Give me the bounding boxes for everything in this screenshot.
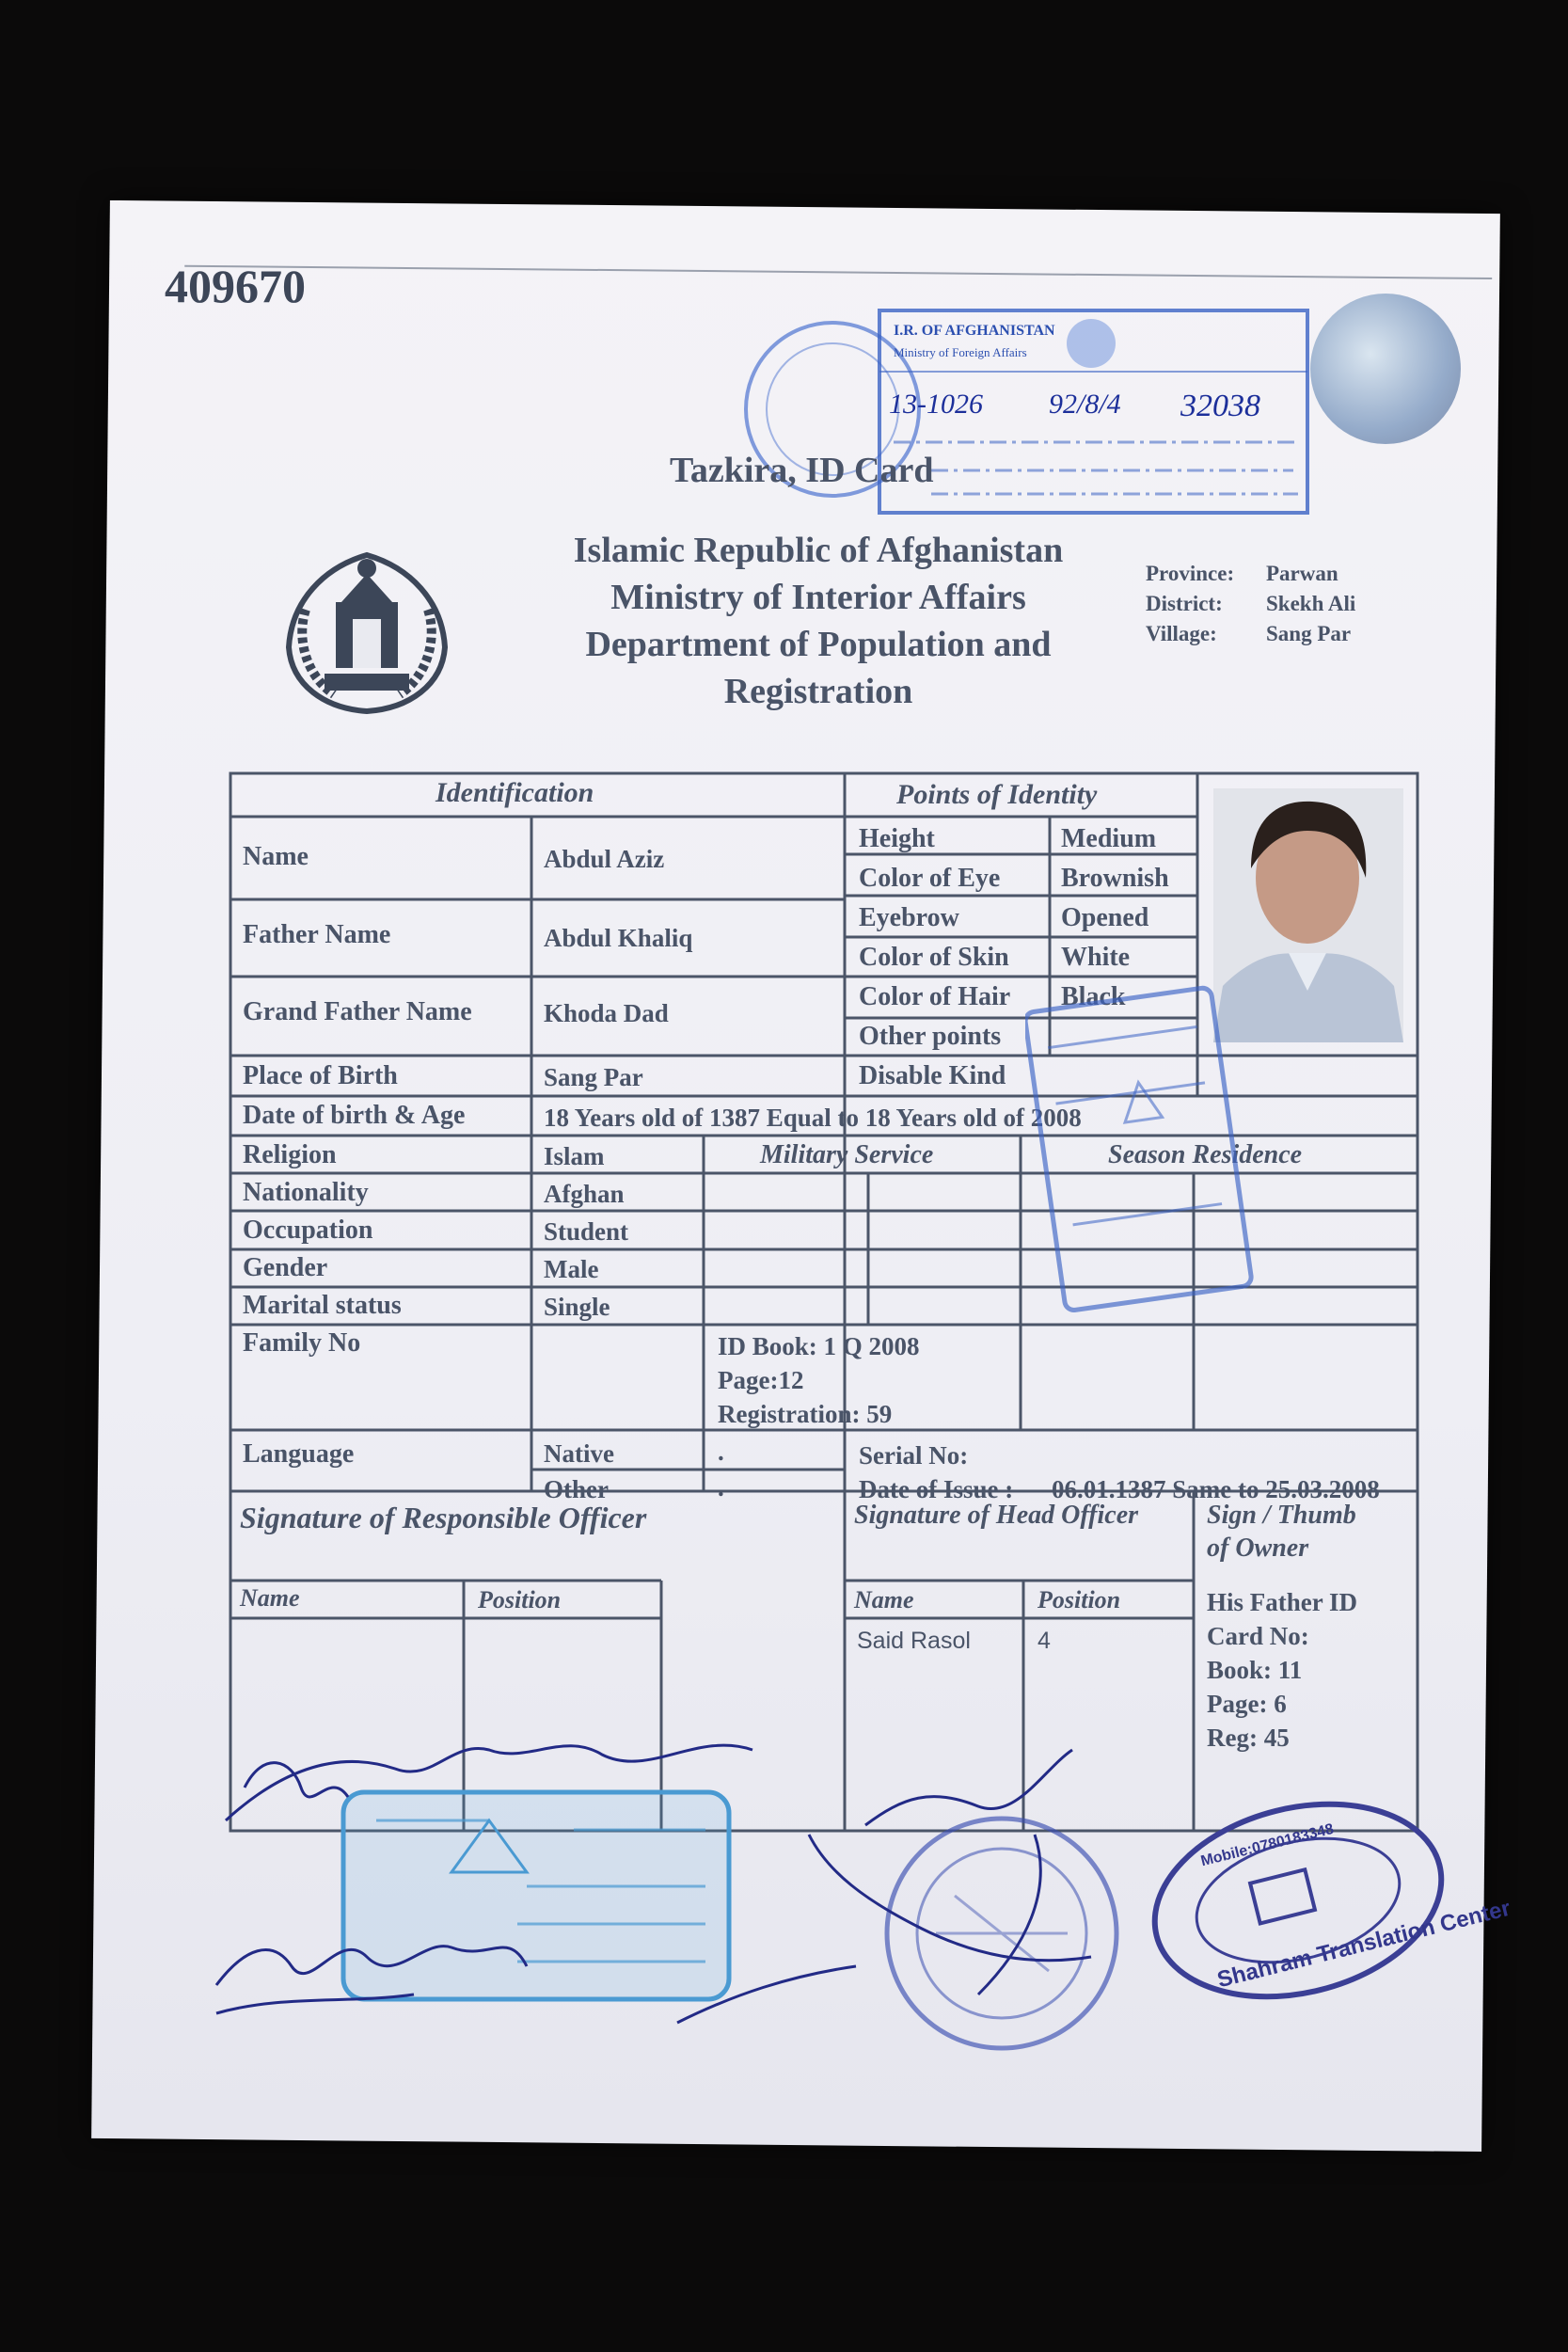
head-officer-position: 4 xyxy=(1037,1628,1051,1654)
officer-name-col: Name xyxy=(240,1584,300,1612)
of-owner-header: of Owner xyxy=(1207,1534,1309,1563)
skin-label: Color of Skin xyxy=(859,943,1009,972)
officer-position-col: Position xyxy=(478,1586,562,1613)
village-value: Sang Par xyxy=(1266,622,1352,645)
points-header: Points of Identity xyxy=(896,779,1098,810)
id-registration: Registration: 59 xyxy=(718,1400,893,1428)
military-service-header: Military Service xyxy=(760,1140,934,1169)
id-book: ID Book: 1 Q 2008 xyxy=(718,1332,920,1360)
skin-value: White xyxy=(1061,943,1131,972)
season-residence-header: Season Residence xyxy=(1108,1140,1303,1169)
village-label: Village: xyxy=(1146,622,1217,645)
other-language-label: Other xyxy=(544,1475,609,1503)
location-block xyxy=(1146,559,1355,649)
heading-line-3: Department of Population and xyxy=(585,625,1052,664)
stamp-subheader: Ministry of Foreign Affairs xyxy=(894,345,1027,359)
marital-label: Marital status xyxy=(243,1291,402,1320)
father-id-book: Book: 11 xyxy=(1207,1656,1303,1684)
height-label: Height xyxy=(859,824,935,853)
district-value: Skekh Ali xyxy=(1266,592,1356,615)
district-label: District: xyxy=(1146,592,1223,615)
hair-label: Color of Hair xyxy=(859,982,1011,1011)
responsible-officer-header: Signature of Responsible Officer xyxy=(240,1501,647,1534)
stamp-number: 13-1026 xyxy=(889,389,983,420)
heading-line-1: Islamic Republic of Afghanistan xyxy=(573,531,1064,570)
father-id-page: Page: 6 xyxy=(1207,1690,1287,1718)
afghan-emblem-icon xyxy=(268,544,466,723)
dob-label: Date of birth & Age xyxy=(243,1101,466,1130)
document-title: Tazkira, ID Card xyxy=(670,451,934,490)
eye-label: Color of Eye xyxy=(859,864,1001,893)
father-id-line-2: Card No: xyxy=(1207,1622,1309,1650)
native-label: Native xyxy=(544,1439,614,1468)
sign-thumb-header: Sign / Thumb xyxy=(1207,1501,1356,1530)
father-value: Abdul Khaliq xyxy=(544,924,693,952)
disable-kind-label: Disable Kind xyxy=(859,1061,1006,1090)
province-label: Province: xyxy=(1146,562,1235,585)
height-value: Medium xyxy=(1061,824,1157,853)
heading-line-4: Registration xyxy=(723,672,913,711)
nationality-value: Afghan xyxy=(544,1180,625,1208)
father-id-reg: Reg: 45 xyxy=(1207,1724,1290,1752)
gender-value: Male xyxy=(544,1255,599,1283)
occupation-label: Occupation xyxy=(243,1216,373,1245)
native-value: . xyxy=(718,1438,724,1466)
dob-value: 18 Years old of 1387 Equal to 18 Years old of 2008 xyxy=(544,1104,1082,1132)
grandfather-label: Grand Father Name xyxy=(243,997,472,1026)
eyebrow-value: Opened xyxy=(1061,903,1149,932)
issue-label: Date of Issue : xyxy=(859,1475,1014,1503)
religion-value: Islam xyxy=(544,1142,605,1170)
name-label: Name xyxy=(243,842,309,871)
translation-center-mobile: Mobile:0780183348 xyxy=(1198,1820,1336,1870)
other-language-value: . xyxy=(718,1473,724,1502)
notary-stamp-right xyxy=(1025,978,1270,1322)
head-position-col: Position xyxy=(1037,1586,1121,1613)
father-label: Father Name xyxy=(243,920,391,949)
stamp-ref: 32038 xyxy=(1180,389,1260,423)
name-value: Abdul Aziz xyxy=(544,845,665,873)
head-name-col: Name xyxy=(854,1586,914,1613)
ministry-heading xyxy=(522,527,1115,715)
id-page: Page:12 xyxy=(718,1366,804,1394)
religion-label: Religion xyxy=(243,1140,337,1169)
province-value: Parwan xyxy=(1266,562,1338,585)
birthplace-label: Place of Birth xyxy=(243,1061,398,1090)
eyebrow-label: Eyebrow xyxy=(859,903,959,932)
serial-no: Serial No: xyxy=(859,1441,969,1470)
father-id-line-1: His Father ID xyxy=(1207,1588,1357,1616)
other-points-label: Other points xyxy=(859,1022,1002,1051)
heading-line-2: Ministry of Interior Affairs xyxy=(610,578,1026,617)
eye-value: Brownish xyxy=(1061,864,1169,893)
translation-center-name: Shahram Translation Center xyxy=(1214,1895,1513,1994)
stamp-header: I.R. OF AFGHANISTAN xyxy=(894,323,1055,339)
gender-label: Gender xyxy=(243,1253,328,1282)
identification-header: Identification xyxy=(436,777,594,808)
issue-value: 06.01.1387 Same to 25.03.2008 xyxy=(1052,1475,1380,1503)
language-label: Language xyxy=(243,1439,355,1469)
signature-scribbles xyxy=(207,1712,1242,2112)
occupation-value: Student xyxy=(544,1217,629,1246)
top-rule xyxy=(184,265,1492,279)
birthplace-value: Sang Par xyxy=(544,1063,643,1091)
head-officer-header: Signature of Head Officer xyxy=(854,1501,1139,1530)
family-no-label: Family No xyxy=(243,1328,361,1358)
document-number: 409670 xyxy=(165,260,306,312)
stamp-date: 92/8/4 xyxy=(1049,389,1121,420)
head-officer-name: Said Rasol xyxy=(857,1628,971,1654)
marital-value: Single xyxy=(544,1293,610,1321)
hologram-seal xyxy=(1310,294,1461,444)
grandfather-value: Khoda Dad xyxy=(544,999,669,1027)
hair-value: Black xyxy=(1061,982,1126,1011)
nationality-label: Nationality xyxy=(243,1178,369,1207)
